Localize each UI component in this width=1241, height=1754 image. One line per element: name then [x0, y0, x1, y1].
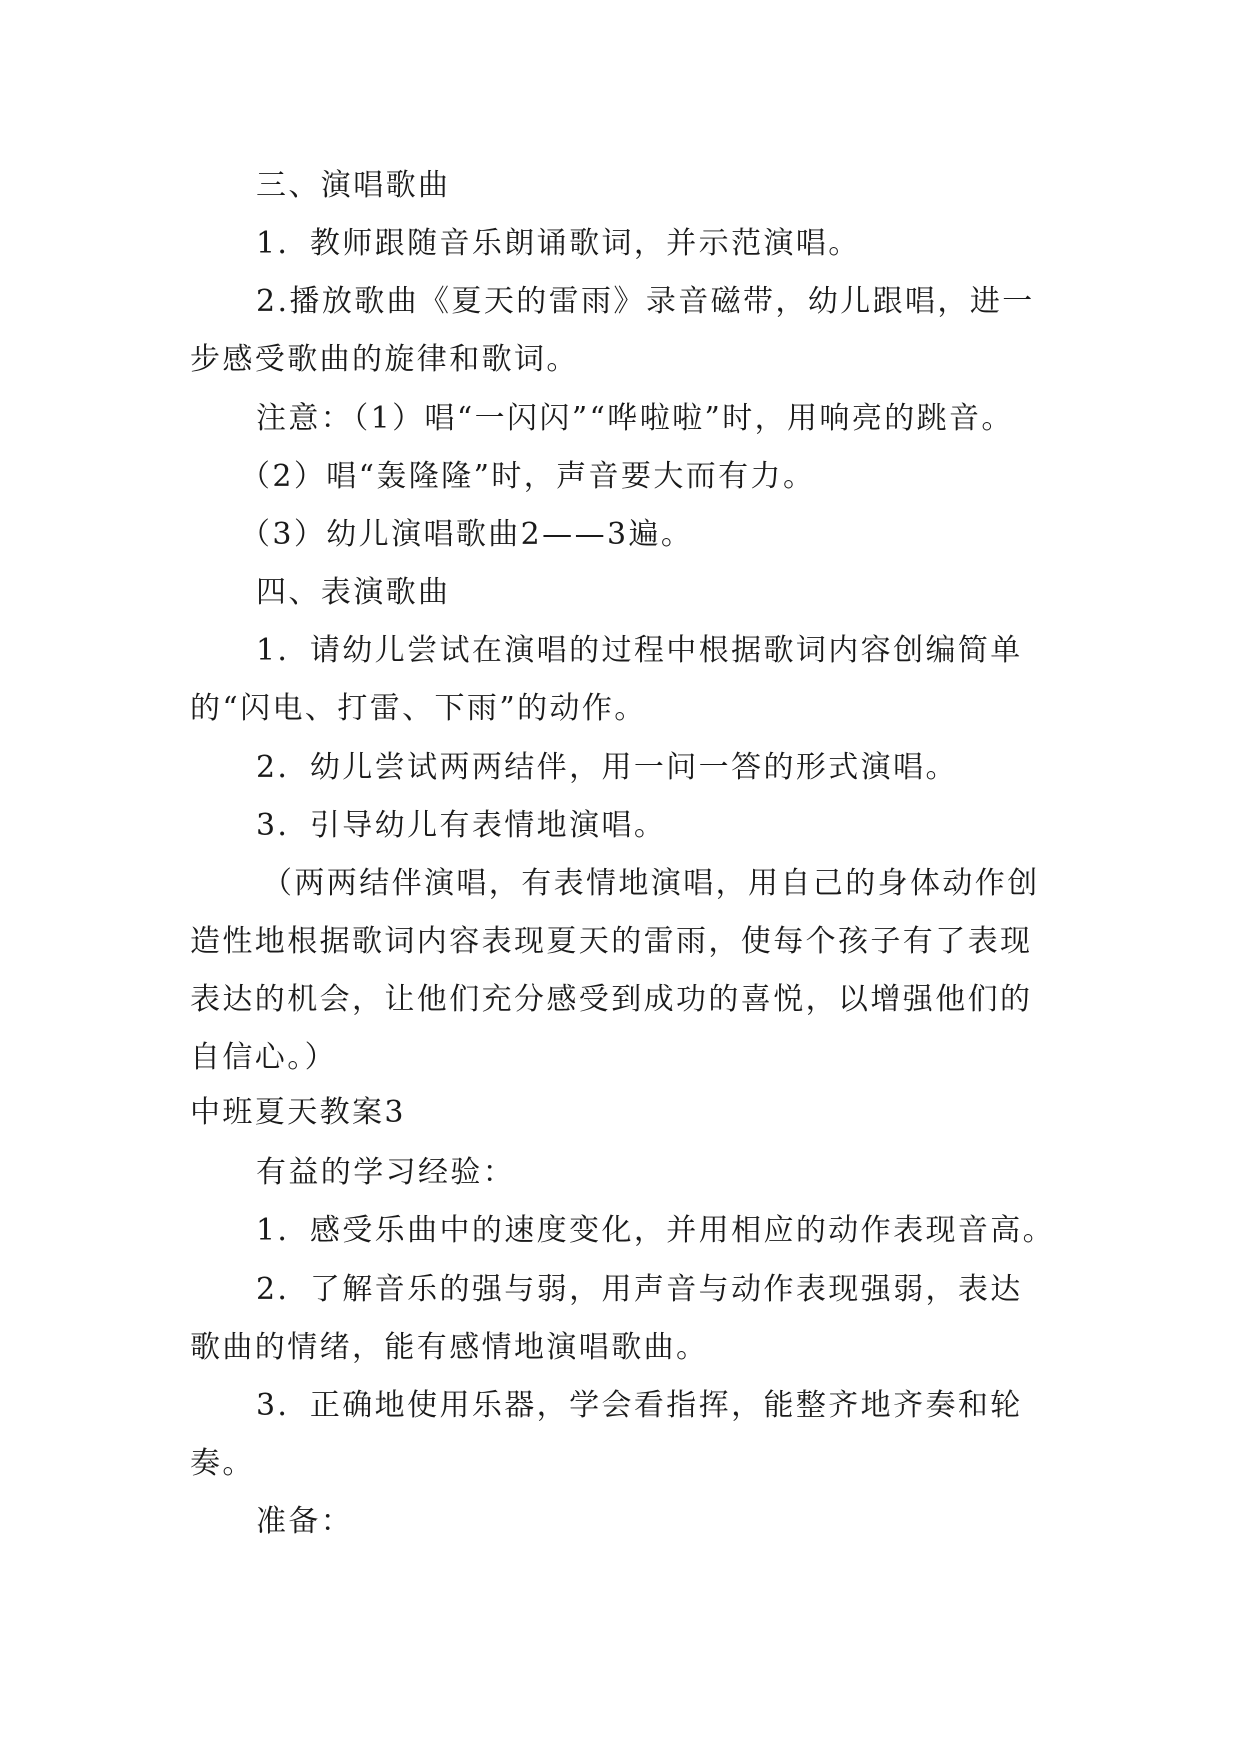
paragraph-line: 1．教师跟随音乐朗诵歌词，并示范演唱。 [256, 226, 861, 261]
paragraph-line: （两两结伴演唱，有表情地演唱，用自己的身体动作创 [262, 866, 1040, 901]
paragraph-line: 3．引导幼儿有表情地演唱。 [256, 808, 667, 843]
paragraph-line: 3．正确地使用乐器，学会看指挥，能整齐地齐奏和轮 [256, 1388, 1023, 1423]
paragraph-line: （2）唱“轰隆隆”时，声音要大而有力。 [240, 459, 816, 494]
paragraph-line: 1．感受乐曲中的速度变化，并用相应的动作表现音高。 [256, 1213, 1056, 1248]
paragraph-line: 2．幼儿尝试两两结伴，用一问一答的形式演唱。 [256, 750, 958, 785]
paragraph-line: 2．了解音乐的强与弱，用声音与动作表现强弱，表达 [256, 1272, 1023, 1307]
paragraph-line: 2.播放歌曲《夏天的雷雨》录音磁带，幼儿跟唱，进一 [256, 284, 1035, 319]
paragraph-line: 注意：（1）唱“一闪闪”“哗啦啦”时，用响亮的跳音。 [256, 401, 1014, 436]
paragraph-line: 歌曲的情绪，能有感情地演唱歌曲。 [190, 1330, 709, 1365]
document-subtitle: 中班夏天教案3 [190, 1095, 406, 1130]
paragraph-line: 表达的机会，让他们充分感受到成功的喜悦，以增强他们的 [190, 982, 1033, 1017]
paragraph-line: 准备： [256, 1504, 354, 1539]
section-heading: 四、表演歌曲 [256, 575, 451, 610]
section-heading: 三、演唱歌曲 [256, 168, 451, 203]
paragraph-line: （3）幼儿演唱歌曲2——3遍。 [240, 517, 694, 552]
paragraph-line: 造性地根据歌词内容表现夏天的雷雨，使每个孩子有了表现 [190, 924, 1033, 959]
paragraph-line: 奏。 [190, 1446, 255, 1481]
paragraph-line: 有益的学习经验： [256, 1155, 516, 1190]
paragraph-line: 1．请幼儿尝试在演唱的过程中根据歌词内容创编简单 [256, 633, 1023, 668]
paragraph-line: 自信心。） [190, 1040, 337, 1075]
paragraph-line: 的“闪电、打雷、下雨”的动作。 [190, 691, 647, 726]
paragraph-line: 步感受歌曲的旋律和歌词。 [190, 342, 579, 377]
